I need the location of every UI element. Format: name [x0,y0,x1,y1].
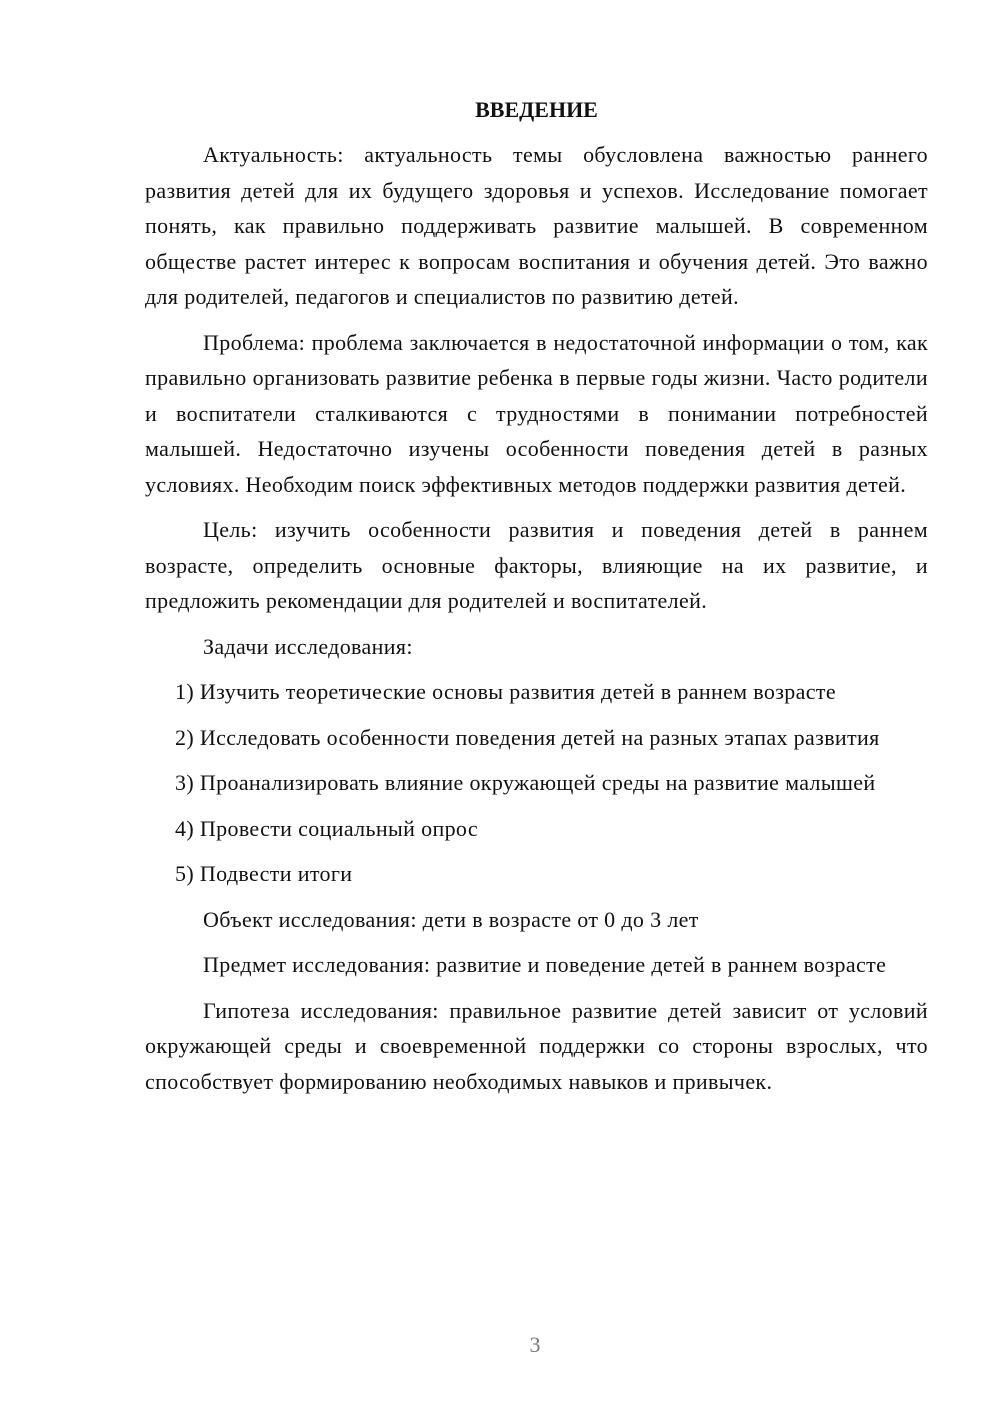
document-page [145,92,928,1109]
task-item-3: 3) Проанализировать влияние окружающей среды на развитие малышей [175,770,876,795]
task-item-1: 1) Изучить теоретические основы развития детей в раннем возрасте [175,679,836,704]
page-number: 3 [529,1332,541,1357]
hypothesis-paragraph: Гипотеза исследования: правильное развитие детей зависит от условий окружающей среды и своевременной поддержки со стороны взрослых, что способствует формированию необходимых навыков и привычек. [145,997,928,1094]
object-paragraph: Объект исследования: дети в возрасте от 0 до 3 лет [203,906,699,932]
tasks-title: Задачи исследования: [203,633,413,659]
task-item-4: 4) Провести социальный опрос [175,815,478,841]
problem-paragraph: Проблема: проблема заключается в недостаточной информации о том, как правильно организовать развитие ребенка в первые годы жизни. Часто родители и воспитатели сталкиваются с трудностями в понимании потребностей малышей. Недостаточно изучены особенности поведения детей в разных условиях. Необходим поиск эффективных методов поддержки развития детей. [145,329,928,497]
page-title: ВВЕДЕНИЕ [475,97,598,122]
relevance-paragraph: Актуальность: актуальность темы обусловлена важностью раннего развития детей для их будущего здоровья и успехов. Исследование помогает понять, как правильно поддерживать развитие малышей. В современном обществе растет интерес к вопросам воспитания и обучения детей. Это важно для родителей, педагогов и специалистов по развитию детей. [145,142,928,309]
task-item-5: 5) Подвести итоги [175,861,353,886]
subject-paragraph: Предмет исследования: развитие и поведение детей в раннем возрасте [203,952,887,977]
task-item-2: 2) Исследовать особенности поведения детей на разных этапах развития [175,724,880,750]
goal-paragraph: Цель: изучить особенности развития и поведения детей в раннем возрасте, определить основные факторы, влияющие на их развитие, и предложить рекомендации для родителей и воспитателей. [145,517,928,613]
